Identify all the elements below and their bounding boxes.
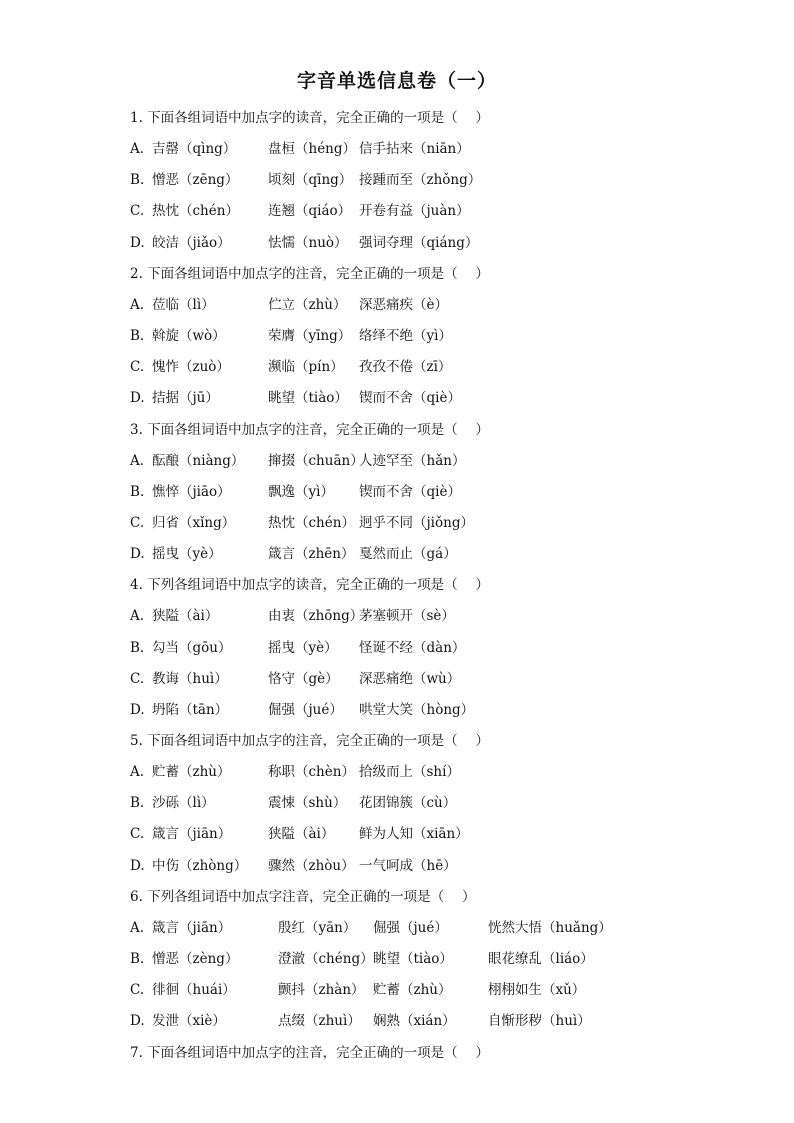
answer-option bbox=[130, 232, 730, 254]
answer-option bbox=[130, 637, 730, 659]
option-word: 哄堂大笑（hòng） bbox=[359, 701, 475, 718]
question-stem: 7. 下面各组词语中加点字的注音，完全正确的一项是（ ） bbox=[130, 1044, 489, 1061]
option-letter: C. bbox=[130, 514, 145, 531]
option-letter: B. bbox=[130, 483, 145, 500]
option-word: 怪诞不经（dàn） bbox=[359, 639, 466, 656]
option-word: 箴言（jiān） bbox=[152, 919, 232, 936]
option-word: 吉罄（qìng） bbox=[152, 141, 237, 158]
option-word: 称职（chèn） bbox=[268, 764, 355, 781]
option-word: 摇曳（yè） bbox=[268, 639, 338, 656]
option-word: 皎洁（jiǎo） bbox=[152, 234, 231, 251]
option-word: 络绎不绝（yì） bbox=[359, 328, 452, 345]
option-word: 一气呵成（hē） bbox=[359, 857, 457, 874]
question-stem: 4. 下列各组词语中加点字的读音，完全正确的一项是（ ） bbox=[130, 577, 489, 594]
answer-option bbox=[130, 917, 730, 939]
option-word: 斡旋（wò） bbox=[152, 328, 226, 345]
option-word: 孜孜不倦（zī） bbox=[359, 359, 452, 376]
answer-option bbox=[130, 948, 730, 970]
option-letter: B. bbox=[130, 795, 145, 812]
option-word: 眺望（tiào） bbox=[373, 951, 453, 968]
option-word: 恍然大悟（huǎng） bbox=[488, 919, 612, 936]
option-word: 自惭形秽（huì） bbox=[488, 1013, 591, 1030]
option-word: 颤抖（zhàn） bbox=[278, 982, 365, 999]
answer-option bbox=[130, 325, 730, 347]
option-word: 倔强（jué） bbox=[373, 919, 448, 936]
option-word: 顷刻（qīng） bbox=[268, 172, 353, 189]
option-word: 迥乎不同（jiǒng） bbox=[359, 514, 474, 531]
option-word: 拮据（jū） bbox=[152, 390, 219, 407]
option-word: 徘徊（huái） bbox=[152, 982, 236, 999]
option-letter: D. bbox=[130, 546, 145, 563]
option-word: 怯懦（nuò） bbox=[268, 234, 348, 251]
option-word: 狭隘（ài） bbox=[152, 608, 219, 625]
option-word: 眺望（tiào） bbox=[268, 390, 348, 407]
answer-option bbox=[130, 1010, 730, 1032]
option-word: 憎恶（zèng） bbox=[152, 951, 239, 968]
answer-option bbox=[130, 294, 730, 316]
answer-option bbox=[130, 979, 730, 1001]
question-stem: 3. 下面各组词语中加点字的注音，完全正确的一项是（ ） bbox=[130, 421, 489, 438]
option-word: 热忱（chén） bbox=[268, 514, 355, 531]
answer-option bbox=[130, 169, 730, 191]
option-word: 深恶痛绝（wù） bbox=[359, 670, 461, 687]
option-letter: C. bbox=[130, 203, 145, 220]
option-word: 酝酿（niàng） bbox=[152, 452, 245, 469]
option-letter: C. bbox=[130, 982, 145, 999]
option-word: 殷红（yān） bbox=[278, 919, 357, 936]
option-word: 撺掇（chuān） bbox=[268, 452, 364, 469]
option-word: 震悚（shù） bbox=[268, 795, 347, 812]
question-stem: 1. 下面各组词语中加点字的读音，完全正确的一项是（ ） bbox=[130, 110, 489, 126]
option-word: 骤然（zhòu） bbox=[268, 857, 355, 874]
option-letter: C. bbox=[130, 826, 145, 843]
option-word: 发泄（xiè） bbox=[152, 1013, 226, 1030]
option-word: 恪守（gè） bbox=[268, 670, 339, 687]
option-word: 莅临（lì） bbox=[152, 296, 215, 313]
answer-option bbox=[130, 200, 730, 222]
option-word: 箴言（zhēn） bbox=[268, 546, 355, 563]
option-word: 拾级而上（shí） bbox=[359, 764, 460, 781]
option-word: 由衷（zhōng） bbox=[268, 608, 364, 625]
answer-option bbox=[130, 450, 730, 472]
answer-option bbox=[130, 699, 730, 721]
option-word: 荣膺（yīng） bbox=[268, 328, 352, 345]
answer-option bbox=[130, 356, 730, 378]
option-word: 点缀（zhuì） bbox=[278, 1013, 361, 1030]
answer-option bbox=[130, 823, 730, 845]
option-word: 摇曳（yè） bbox=[152, 546, 222, 563]
option-letter: D. bbox=[130, 1013, 145, 1030]
option-word: 倔强（jué） bbox=[268, 701, 343, 718]
option-letter: A. bbox=[130, 296, 145, 313]
answer-option bbox=[130, 792, 730, 814]
option-word: 锲而不舍（qiè） bbox=[359, 483, 461, 500]
option-word: 狭隘（ài） bbox=[268, 826, 335, 843]
option-word: 连翘（qiáo） bbox=[268, 203, 352, 220]
option-word: 伫立（zhù） bbox=[268, 296, 347, 313]
option-word: 锲而不舍（qiè） bbox=[359, 390, 461, 407]
option-word: 戛然而止（gá） bbox=[359, 546, 457, 563]
option-word: 澄澈（chéng） bbox=[278, 951, 374, 968]
option-word: 贮蓄（zhù） bbox=[373, 982, 452, 999]
option-word: 中伤（zhòng） bbox=[152, 857, 248, 874]
question-stem: 2. 下面各组词语中加点字的注音，完全正确的一项是（ ） bbox=[130, 265, 489, 282]
question-stem: 6. 下列各组词语中加点字注音，完全正确的一项是（ ） bbox=[130, 888, 476, 905]
answer-option bbox=[130, 543, 730, 565]
option-letter: B. bbox=[130, 951, 145, 968]
option-letter: A. bbox=[130, 764, 145, 781]
option-word: 憔悴（jiāo） bbox=[152, 483, 231, 500]
option-letter: D. bbox=[130, 701, 145, 718]
question-stem: 5. 下面各组词语中加点字的注音，完全正确的一项是（ ） bbox=[130, 733, 489, 749]
option-letter: A. bbox=[130, 141, 145, 158]
option-word: 接踵而至（zhǒng） bbox=[359, 172, 482, 189]
option-word: 飘逸（yì） bbox=[268, 483, 334, 500]
option-letter: B. bbox=[130, 328, 145, 345]
option-word: 坍陷（tān） bbox=[152, 701, 229, 718]
option-letter: B. bbox=[130, 172, 145, 189]
option-letter: C. bbox=[130, 359, 145, 376]
option-word: 茅塞顿开（sè） bbox=[359, 608, 455, 625]
option-word: 贮蓄（zhù） bbox=[152, 764, 231, 781]
option-word: 花团锦簇（cù） bbox=[359, 795, 457, 812]
option-word: 归省（xǐng） bbox=[152, 514, 236, 531]
option-word: 鲜为人知（xiān） bbox=[359, 826, 469, 843]
page-title: 字音单选信息卷（一） bbox=[296, 70, 497, 92]
option-word: 眼花缭乱（liáo） bbox=[488, 951, 594, 968]
option-letter: B. bbox=[130, 639, 145, 656]
option-letter: A. bbox=[130, 608, 145, 625]
option-word: 勾当（gōu） bbox=[152, 639, 232, 656]
option-word: 信手拈来（niān） bbox=[359, 141, 470, 158]
answer-option bbox=[130, 387, 730, 409]
option-letter: D. bbox=[130, 234, 145, 251]
option-word: 箴言（jiān） bbox=[152, 826, 232, 843]
answer-option bbox=[130, 855, 730, 877]
option-word: 深恶痛疾（è） bbox=[359, 296, 448, 313]
option-word: 憎恶（zēng） bbox=[152, 172, 239, 189]
option-word: 栩栩如生（xǔ） bbox=[488, 982, 586, 999]
option-letter: A. bbox=[130, 919, 145, 936]
answer-option bbox=[130, 605, 730, 627]
option-word: 濒临（pín） bbox=[268, 359, 344, 376]
answer-option bbox=[130, 668, 730, 690]
option-word: 娴熟（xián） bbox=[373, 1013, 456, 1030]
option-word: 热忱（chén） bbox=[152, 203, 239, 220]
option-letter: D. bbox=[130, 390, 145, 407]
option-word: 愧怍（zuò） bbox=[152, 359, 230, 376]
option-word: 沙砾（lì） bbox=[152, 795, 215, 812]
option-letter: A. bbox=[130, 452, 145, 469]
answer-option bbox=[130, 138, 730, 160]
answer-option bbox=[130, 512, 730, 534]
option-letter: C. bbox=[130, 670, 145, 687]
option-word: 人迹罕至（hǎn） bbox=[359, 452, 466, 469]
answer-option bbox=[130, 761, 730, 783]
option-letter: D. bbox=[130, 857, 145, 874]
option-word: 盘桓（héng） bbox=[268, 141, 357, 158]
option-word: 开卷有益（juàn） bbox=[359, 203, 470, 220]
option-word: 强词夺理（qiáng） bbox=[359, 234, 479, 251]
option-word: 教诲（huì） bbox=[152, 670, 228, 687]
answer-option bbox=[130, 481, 730, 503]
